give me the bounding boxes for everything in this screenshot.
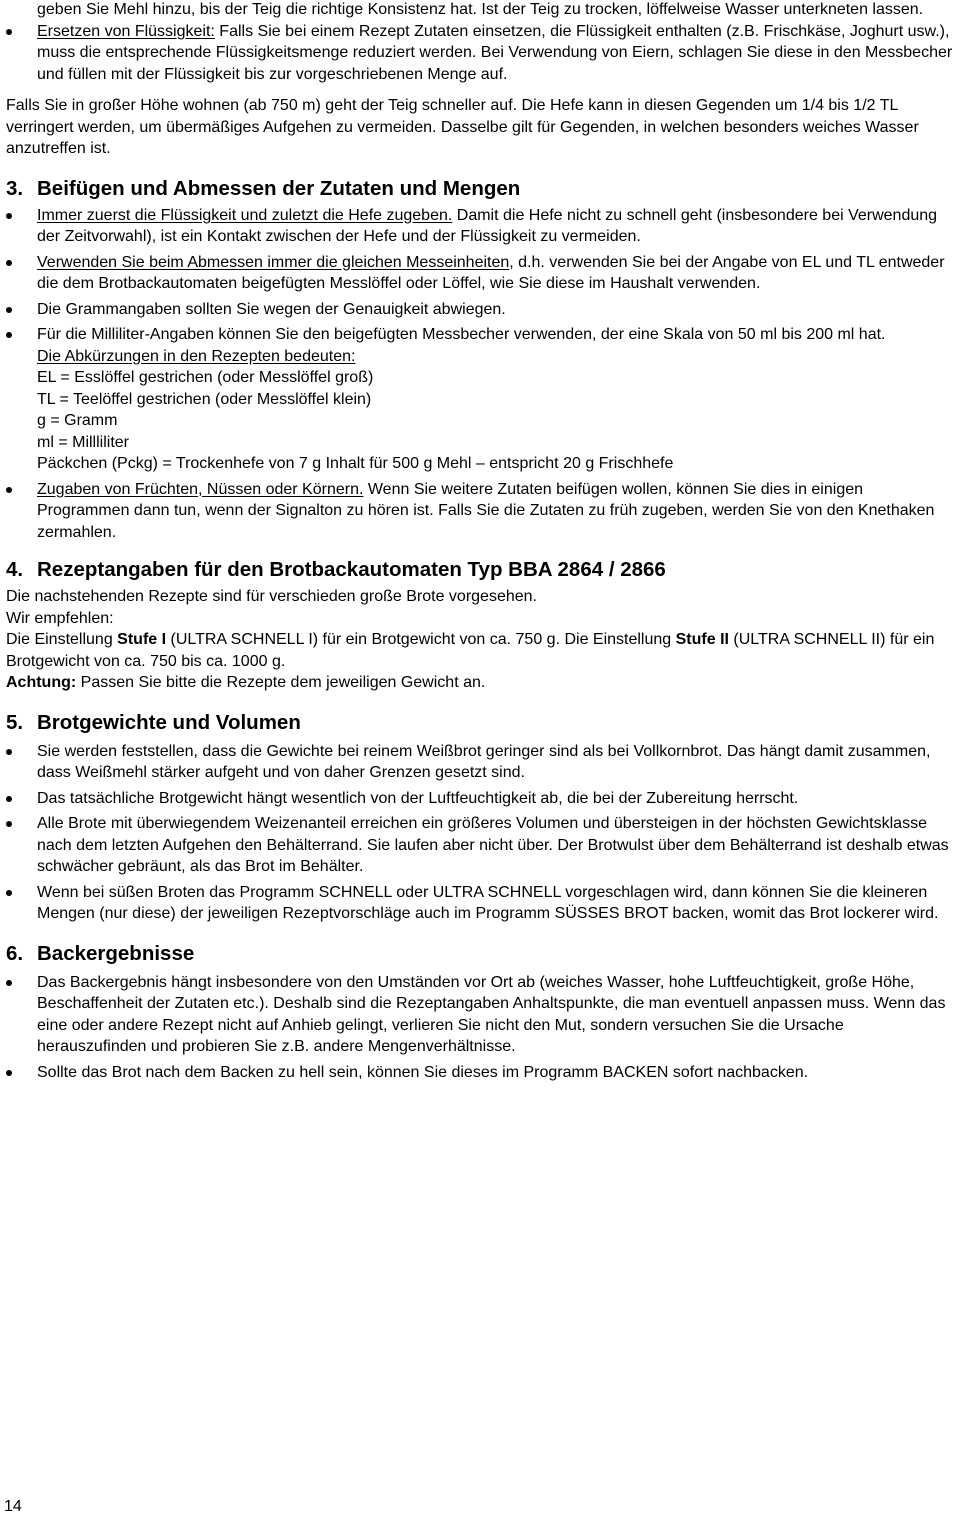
- bullet-2-emphasis: Verwenden Sie beim Abmessen immer die gleichen Messeinheiten: [37, 253, 510, 271]
- section-6-bullet-2: [6, 1062, 956, 1084]
- bullet-text: Wenn bei süßen Broten das Programm SCHNELL oder ULTRA SCHNELL vorgeschlagen wird, dann können Sie die kleineren Mengen (nur diese) der jeweiligen Rezeptvorschläge auch im Programm SÜSSES BROT backen, womit das Brot lockerer wird.: [37, 883, 939, 922]
- p3-text-e: (ULTRA SCHNELL II) für ein Brotgewicht von ca. 750 bis ca. 1000 g.: [6, 631, 935, 670]
- bullet-icon: [6, 29, 12, 35]
- section-5-heading: [6, 710, 956, 735]
- bullet-icon: [6, 260, 12, 266]
- bullet-ersetzen: [6, 21, 956, 86]
- section-5-bullet-3: [6, 813, 956, 878]
- section-4-paragraph-3: [6, 629, 956, 672]
- abbreviations-title: Die Abkürzungen in den Rezepten bedeuten:: [37, 347, 356, 365]
- bullet-text: Sollte das Brot nach dem Backen zu hell sein, können Sie dieses im Programm BACKEN sofort nachbacken.: [37, 1063, 809, 1081]
- bullet-icon: [6, 1070, 12, 1076]
- bullet-icon: [6, 821, 12, 827]
- abbreviation-line: g = Gramm: [37, 412, 118, 429]
- bullet-text: Das tatsächliche Brotgewicht hängt wesentlich von der Luftfeuchtigkeit ab, die bei der Zubereitung herrscht.: [37, 789, 799, 807]
- ersetzen-label: Ersetzen von Flüssigkeit:: [37, 22, 215, 40]
- bullet-text: Alle Brote mit überwiegendem Weizenanteil erreichen ein größeres Volumen und übersteigen in der höchsten Gewichtsklasse nach dem letzten Aufgehen den Behälterrand. Sie laufen aber nicht über. Der Brotwulst über dem Behälterrand ist deshalb etwas schwächer gebräunt, als das Brot im Behälter.: [37, 815, 949, 875]
- section-6-number: 6.: [6, 941, 24, 965]
- warning-label: Achtung:: [6, 674, 77, 691]
- stufe-1-label: Stufe I: [117, 631, 167, 648]
- p3-text-c: (ULTRA SCHNELL I) für ein Brotgewicht von ca. 750 g. Die Einstellung: [166, 631, 676, 648]
- section-5-title: Brotgewichte und Volumen: [37, 710, 301, 734]
- bullet-icon: [6, 890, 12, 896]
- section-4-title: Rezeptangaben für den Brotbackautomaten Typ BBA 2864 / 2866: [37, 558, 666, 581]
- bullet-icon: [6, 749, 12, 755]
- hoehe-paragraph: Falls Sie in großer Höhe wohnen (ab 750 m) geht der Teig schneller auf. Die Hefe kann in diesen Gegenden um 1/4 bis 1/2 TL verringert werden, um übermäßiges Aufgehen zu vermeiden. Dasselbe gilt für Gegenden, in welchen besonders weiches Wasser anzutreffen ist.: [6, 97, 919, 157]
- bullet-icon: [6, 796, 12, 802]
- abbreviation-line: TL = Teelöffel gestrichen (oder Messlöffel klein): [37, 390, 372, 408]
- section-3-bullet-4: [6, 324, 956, 475]
- page-number: 14: [4, 1498, 22, 1515]
- p3-text-a: Die Einstellung: [6, 631, 118, 648]
- bullet-icon: [6, 487, 12, 493]
- section-3-title: Beifügen und Abmessen der Zutaten und Mengen: [37, 176, 521, 200]
- abbreviation-line: EL = Esslöffel gestrichen (oder Messlöffel groß): [37, 369, 374, 386]
- section-3-number: 3.: [6, 176, 24, 200]
- bullet-5-emphasis: Zugaben von Früchten, Nüssen oder Körnern.: [37, 480, 364, 498]
- section-3-heading: [6, 176, 956, 201]
- bullet-5-text: Wenn Sie weitere Zutaten beifügen wollen, können Sie dies in einigen Programmen dann tun, wenn der Signalton zu hören ist. Falls Sie die Zutaten zu früh zugeben, werden Sie von den Knethaken zermahlen.: [37, 480, 935, 541]
- section-5-bullet-1: [6, 741, 956, 784]
- section-4-heading: [6, 557, 956, 582]
- section-5-bullet-2: [6, 788, 956, 810]
- section-5-number: 5.: [6, 710, 24, 734]
- stufe-2-label: Stufe II: [675, 631, 729, 648]
- section-4-warning: [6, 672, 956, 694]
- intro-continuation: geben Sie Mehl hinzu, bis der Teig die richtige Konsistenz hat. Ist der Teig zu trocken, löffelweise Wasser unterkneten lassen.: [37, 1, 924, 18]
- section-3-bullet-3: [6, 299, 956, 321]
- bullet-1-emphasis: Immer zuerst die Flüssigkeit und zuletzt die Hefe zugeben.: [37, 206, 453, 224]
- bullet-icon: [6, 307, 12, 313]
- bullet-icon: [6, 213, 12, 219]
- bullet-icon: [6, 332, 12, 338]
- bullet-2-text: , d.h. verwenden Sie bei der Angabe von EL und TL entweder die dem Brotbackautomaten beigefügten Messlöffel oder Löffel, wie Sie diese im Haushalt verwenden.: [37, 253, 945, 292]
- section-4-paragraph-2: Wir empfehlen:: [6, 609, 114, 627]
- section-3-bullet-5: [6, 479, 956, 544]
- section-6-heading: [6, 941, 956, 966]
- page-content: [6, 0, 956, 1083]
- bullet-3-text: Die Grammangaben sollten Sie wegen der Genauigkeit abwiegen.: [37, 300, 506, 318]
- section-3-bullet-1: [6, 205, 956, 248]
- bullet-4-text: Für die Milliliter-Angaben können Sie den beigefügten Messbecher verwenden, der eine Skala von 50 ml bis 200 ml hat.: [37, 326, 886, 343]
- bullet-text: Das Backergebnis hängt insbesondere von den Umständen vor Ort ab (weiches Wasser, hohe Luftfeuchtigkeit, große Höhe, Beschaffenheit der Zutaten etc.). Deshalb sind die Rezeptangaben Anhaltspunkte, die man eventuell anpassen muss. Wenn das eine oder andere Rezept nicht auf Anhieb gelingt, verlieren Sie nicht den Mut, sondern versuchen Sie die Ursache herauszufinden und probieren Sie z.B. andere Mengenverhältnisse.: [37, 973, 946, 1055]
- abbreviation-line: ml = Millliliter: [37, 433, 129, 451]
- section-6-bullet-1: [6, 972, 956, 1058]
- warning-text: Passen Sie bitte die Rezepte dem jeweiligen Gewicht an.: [76, 674, 486, 691]
- abbreviation-line: Päckchen (Pckg) = Trockenhefe von 7 g Inhalt für 500 g Mehl – entspricht 20 g Frischhefe: [37, 455, 674, 472]
- bullet-text: Sie werden feststellen, dass die Gewichte bei reinem Weißbrot geringer sind als bei Vollkornbrot. Das hängt damit zusammen, dass Weißmehl stärker aufgeht und von daher Grenzen gesetzt sind.: [37, 742, 931, 781]
- section-6-title: Backergebnisse: [37, 941, 195, 965]
- bullet-icon: [6, 980, 12, 986]
- section-4-number: 4.: [6, 558, 24, 581]
- section-4-paragraph-1: Die nachstehenden Rezepte sind für verschieden große Brote vorgesehen.: [6, 588, 537, 605]
- bullet-1-text: Damit die Hefe nicht zu schnell geht (insbesondere bei Verwendung der Zeitvorwahl), ist ein Kontakt zwischen der Hefe und der Flüssigkeit zu vermeiden.: [37, 206, 938, 245]
- section-5-bullet-4: [6, 882, 956, 925]
- section-3-bullet-2: [6, 252, 956, 295]
- ersetzen-text: Falls Sie bei einem Rezept Zutaten einsetzen, die Flüssigkeit enthalten (z.B. Frischkäse, Joghurt usw.), muss die entsprechende Flüssigkeitsmenge reduziert werden. Bei Verwendung von Eiern, schlagen Sie diese in den Messbecher und füllen mit der Flüssigkeit bis zur vorgeschriebenen Menge auf.: [37, 22, 953, 83]
